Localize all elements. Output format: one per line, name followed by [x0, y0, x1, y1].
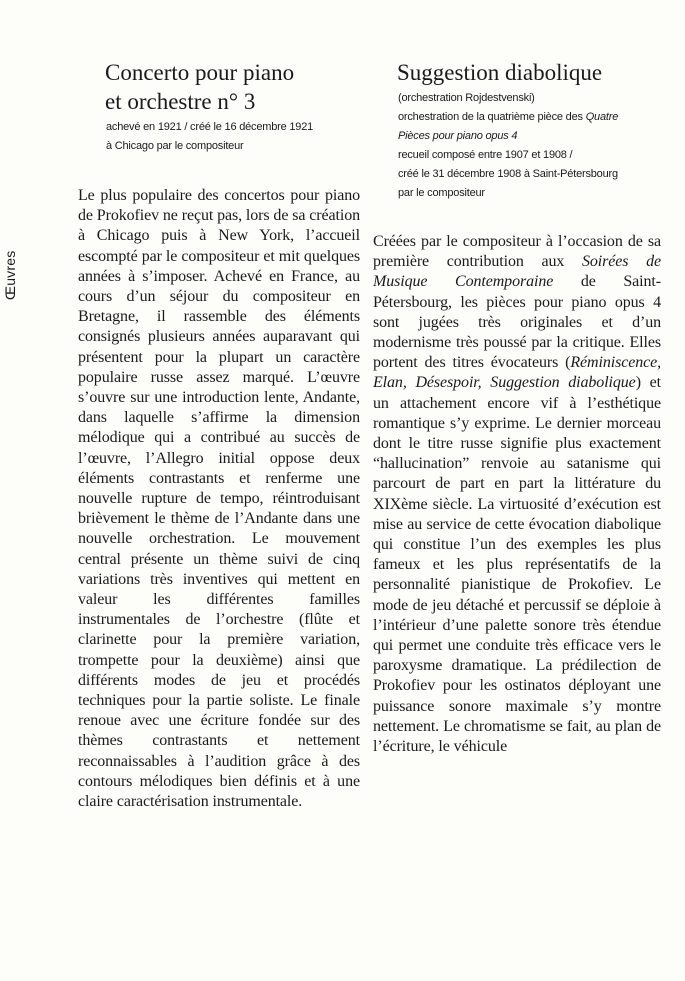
concerto-meta-line2: à Chicago par le compositeur — [106, 140, 244, 152]
suggestion-meta — [373, 89, 661, 203]
suggestion-meta-line2 — [398, 108, 661, 127]
suggestion-meta-line1: (orchestration Rojdestvenski) — [398, 92, 535, 104]
suggestion-meta-line6: par le compositeur — [398, 187, 485, 199]
concerto-title-line2: et orchestre n° 3 — [105, 89, 256, 114]
body-emphasis1: Soirées de Musique Contemporaine — [373, 253, 661, 291]
concerto-meta — [78, 118, 360, 156]
suggestion-title: Suggestion diabolique — [397, 60, 603, 85]
concerto-body: Le plus populaire des concertos pour piano de Prokofiev ne reçut pas, lors de sa création à Chicago puis à New York, l’accueil escompté par le compositeur et mit quelques années à s’imposer. Achevé en France, au cours d’un séjour du compositeur en Bretagne, il rassemble des éléments consignés plusieurs années auparavant qui présentent pour la plupart un caractère populaire russe assez marqué. L’œuvre s’ouvre sur une introduction lente, Andante, dans laquelle s’affirme la dimension mélodique qui a contribué au succès de l’œuvre, l’Allegro initial oppose deux éléments contrastants et renferme une nouvelle rupture de tempo, réintroduisant brièvement le thème de l’Andante dans une nouvelle orchestration. Le mouvement central présente un thème suivi de cinq variations très inventives qui mettent en valeur les différentes familles instrumentales de l’orchestre (flûte et clarinette pour la première variation, trompette pour la deuxième) ainsi que différents modes de jeu et procédés techniques pour la partie soliste. Le finale renoue avec une écriture fondée sur des thèmes contrastants et nettement reconnaissables à l’audition grâce à des contours mélodiques bien définis et à une claire caractérisation instrumentale. — [78, 187, 360, 811]
suggestion-meta-line3: Pièces pour piano opus 4 — [398, 130, 518, 142]
body-part2: de Saint-Pétersbourg, les pièces pour piano opus 4 sont jugées très originales et d’un modernisme très poussé par la critique. Elles portent des titres évocateurs ( — [373, 273, 661, 372]
suggestion-body — [373, 232, 661, 757]
concerto-title-line1: Concerto pour piano — [105, 60, 295, 85]
right-column — [373, 58, 661, 757]
meta-line2-italic: Quatre — [585, 111, 619, 123]
suggestion-meta-line4: recueil composé entre 1907 et 1908 / — [398, 149, 573, 161]
meta-line2-text: orchestration de la quatrième pièce des — [398, 111, 583, 123]
body-part1: Créées par le compositeur à l’occasion de sa première contribution aux — [373, 233, 661, 271]
concerto-title — [78, 58, 360, 116]
suggestion-meta-line5: créé le 31 décembre 1908 à Saint-Pétersbourg — [398, 168, 618, 180]
body-emphasis2: Réminiscence, Elan, Désespoir, Suggestion diabolique — [373, 354, 661, 392]
body-part3: ) et un attachement encore vif à l’esthétique romantique s’y exprime. Le dernier morceau dont le titre russe signifie plus exactement “hallucination” renvoie au satanisme qui parcourt de part en part la littérature du XIXème siècle. La virtuosité d’exécution est mise au service de cette évocation diabolique qui constitue l’un des exemples les plus fameux et les plus représentatifs de la personnalité pianistique de Prokofiev. Le mode de jeu détaché et percussif se déploie à l’intérieur d’une palette sonore très étendue qui permet une conduite très efficace vers le paroxysme dramatique. La prédilection de Prokofiev pour les ostinatos déployant une puissance sonore maximale s’y montre nettement. Le chromatisme se fait, au plan de l’écriture, le véhicule — [373, 374, 661, 756]
concerto-meta-line1: achevé en 1921 / créé le 16 décembre 1921 — [106, 121, 314, 133]
section-label: Œuvres — [2, 250, 18, 300]
left-column — [78, 58, 360, 812]
